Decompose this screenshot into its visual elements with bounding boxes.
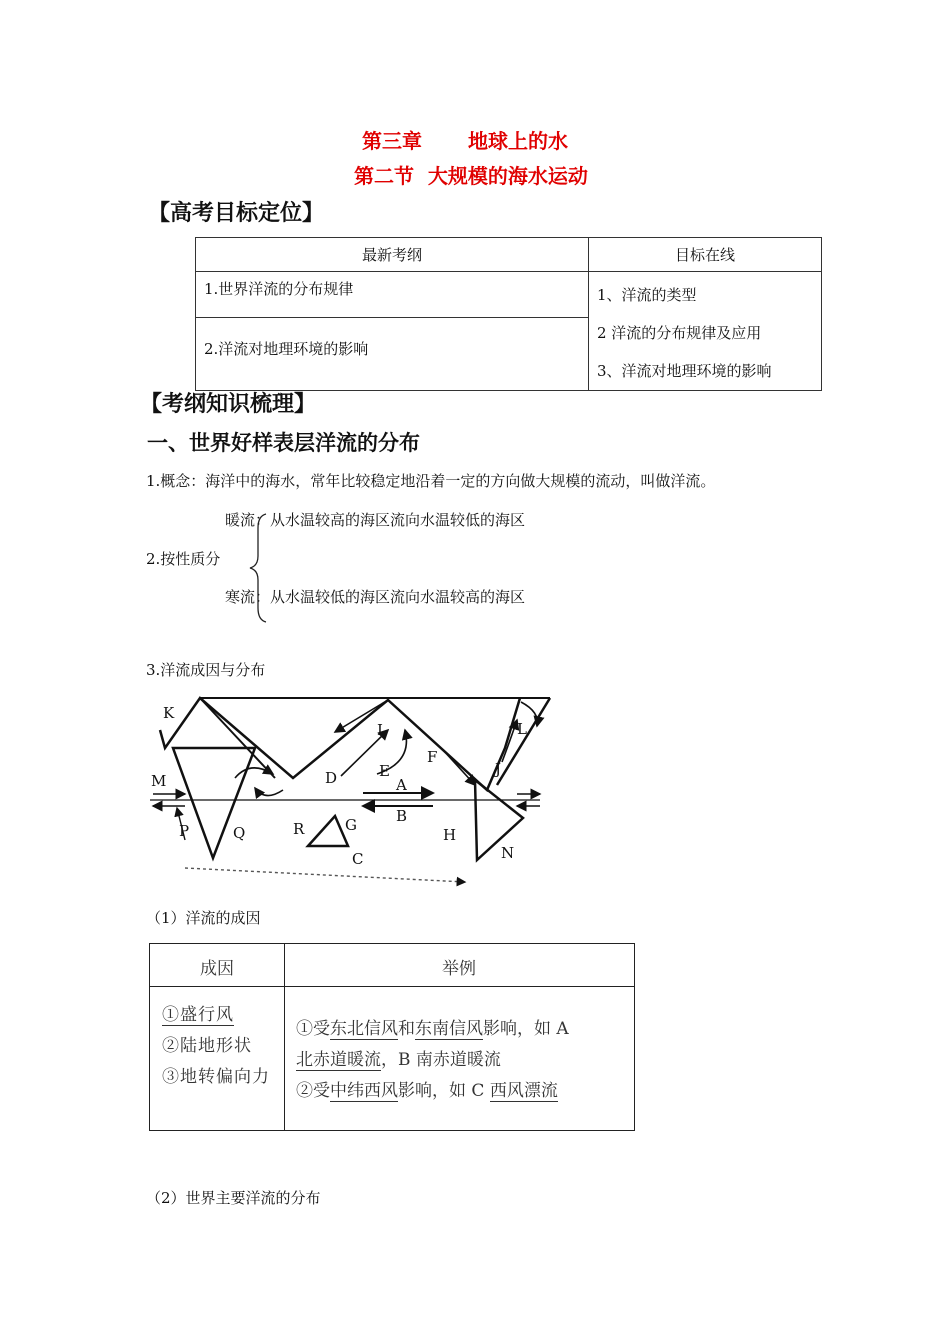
- syllabus-item: 1.世界洋流的分布规律: [196, 272, 589, 318]
- sub2-heading: （2）世界主要洋流的分布: [146, 1189, 321, 1207]
- label-a: A: [396, 776, 407, 794]
- right-edge: [497, 698, 550, 785]
- small-gyre: [308, 816, 348, 846]
- knowledge-heading: 【考纲知识梳理】: [140, 392, 317, 417]
- goal-table-header-target: 目标在线: [589, 238, 822, 272]
- label-n: N: [501, 844, 515, 862]
- se-trade-wind: 东南信风: [415, 1019, 483, 1039]
- label-i: I: [377, 721, 383, 739]
- cause-heading: 3.洋流成因与分布: [146, 661, 266, 679]
- label-d: D: [325, 769, 338, 787]
- goal-table-header-syllabus: 最新考纲: [196, 238, 589, 272]
- chapter-name: 地球上的水: [468, 129, 568, 153]
- section1-heading: 一、世界好样表层洋流的分布: [147, 431, 420, 455]
- goal-heading: 【高考目标定位】: [148, 201, 325, 226]
- arrow-c: [185, 868, 465, 882]
- warm-current-def: 暖流：从水温较高的海区流向水温较低的海区: [225, 511, 526, 529]
- label-c: C: [352, 850, 364, 868]
- cause-item: ②陆地形状: [162, 1036, 252, 1056]
- label-f: F: [427, 748, 438, 766]
- north-equatorial-current: 北赤道暖流: [296, 1050, 381, 1070]
- example-list: [296, 1014, 569, 1107]
- cause-list: [162, 1000, 278, 1093]
- label-l: L: [517, 720, 527, 738]
- header-example: 举例: [442, 959, 476, 979]
- label-e: E: [379, 762, 390, 780]
- section-title: 第二节 大规模的海水运动: [354, 164, 588, 188]
- example-line-1: ①受东北信风和东南信风影响，如 A: [296, 1019, 569, 1039]
- target-item: 1、洋流的类型: [597, 286, 697, 304]
- label-q: Q: [233, 824, 246, 842]
- sub1-heading: （1）洋流的成因: [146, 909, 261, 927]
- example-line-3: ②受中纬西风影响，如 C 西风漂流: [296, 1081, 558, 1101]
- concept-text: 1.概念：海洋中的海水，常年比较稳定地沿着一定的方向做大规模的流动，叫做洋流。: [146, 472, 716, 490]
- cause-item: ③地转偏向力: [162, 1067, 270, 1087]
- cause-item: ①盛行风: [162, 1005, 234, 1025]
- arrow-f: [443, 750, 475, 785]
- label-j: J: [495, 760, 502, 778]
- ne-trade-wind: 东北信风: [330, 1019, 398, 1039]
- label-k: K: [163, 704, 175, 722]
- inner-line: [200, 698, 275, 778]
- right-gyre: [475, 780, 523, 860]
- label-m: M: [151, 772, 167, 790]
- curly-brace: [248, 512, 272, 624]
- target-cell: [589, 272, 822, 391]
- label-g: G: [345, 816, 357, 834]
- ocean-current-diagram: [145, 690, 555, 890]
- by-nature-label: 2.按性质分: [146, 550, 221, 568]
- label-r: R: [293, 820, 305, 838]
- label-b: B: [396, 807, 408, 825]
- chapter-title: [362, 125, 568, 154]
- cold-current-def: 寒流：从水温较低的海区流向水温较高的海区: [225, 588, 526, 606]
- cause-table: [149, 943, 635, 1131]
- header-cause: 成因: [200, 959, 234, 979]
- target-item: 2 洋流的分布规律及应用: [597, 324, 762, 342]
- example-line-2: 北赤道暖流，B 南赤道暖流: [296, 1050, 501, 1070]
- target-item: 3、洋流对地理环境的影响: [597, 362, 772, 380]
- goal-table: [195, 237, 822, 391]
- west-wind-drift: 西风漂流: [489, 1081, 558, 1101]
- label-p: P: [179, 822, 190, 840]
- syllabus-item: 2.洋流对地理环境的影响: [196, 317, 589, 390]
- chapter-number: 第三章: [362, 129, 422, 153]
- arrow-left-loop-2: [255, 788, 283, 796]
- label-h: H: [443, 826, 457, 844]
- westerlies: 中纬西风: [330, 1081, 398, 1101]
